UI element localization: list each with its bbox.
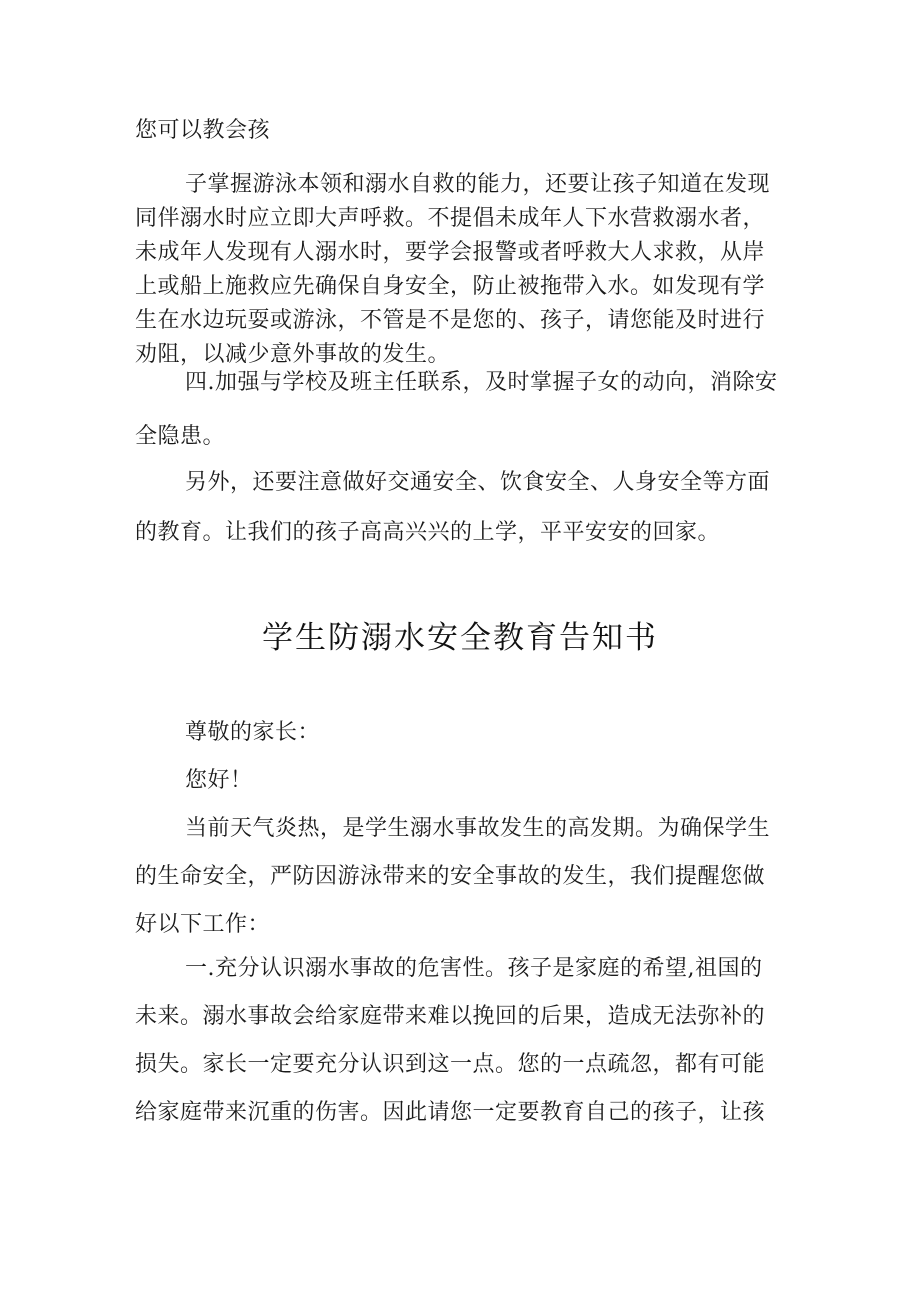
text-line: 的教育。让我们的孩子高高兴兴的上学，平平安安的回家。	[135, 520, 721, 545]
text-line: 当前天气炎热，是学生溺水事故发生的高发期。为确保学生	[185, 816, 771, 841]
greeting	[135, 764, 795, 798]
text-line: 给家庭带来沉重的伤害。因此请您一定要教育自己的孩子，让孩	[135, 1100, 766, 1125]
text-line: 劝阻，以减少意外事故的发生。	[135, 342, 451, 367]
text-line: 好以下工作：	[135, 912, 271, 937]
text-line: 未成年人发现有人溺水时，要学会报警或者呼救大人求救，从岸	[135, 240, 766, 265]
paragraph-other-safety	[135, 466, 795, 550]
text-line: 的生命安全，严防因游泳带来的安全事故的发生，我们提醒您做	[135, 864, 766, 889]
paragraph-intro	[135, 812, 795, 942]
text-line: 您可以教会孩	[135, 118, 271, 143]
continuation-fragment	[135, 114, 795, 148]
text-line: 损失。家长一定要充分认识到这一点。您的一点疏忽，都有可能	[135, 1052, 766, 1077]
text-line: 全隐患。	[135, 424, 226, 449]
text-line: 您好！	[185, 768, 253, 793]
text-line: 一.充分认识溺水事故的危害性。孩子是家庭的希望,祖国的	[185, 956, 763, 981]
salutation	[135, 716, 795, 750]
text-line: 同伴溺水时应立即大声呼救。不提倡未成年人下水营救溺水者，	[135, 206, 766, 231]
text-line: 另外，还要注意做好交通安全、饮食安全、人身安全等方面	[185, 470, 771, 495]
text-line: 四.加强与学校及班主任联系，及时掌握子女的动向，消除安	[185, 370, 778, 395]
document-title: 学生防溺水安全教育告知书	[262, 620, 658, 656]
text-line: 上或船上施救应先确保自身安全，防止被拖带入水。如发现有学	[135, 274, 766, 299]
text-line: 未来。溺水事故会给家庭带来难以挽回的后果，造成无法弥补的	[135, 1004, 766, 1029]
paragraph-point-one	[135, 952, 795, 1130]
text-line: 生在水边玩耍或游泳，不管是不是您的、孩子，请您能及时进行	[135, 308, 766, 333]
text-line: 尊敬的家长：	[185, 720, 321, 745]
paragraph-swimming-rescue	[135, 168, 795, 372]
text-line: 子掌握游泳本领和溺水自救的能力，还要让孩子知道在发现	[185, 172, 771, 197]
paragraph-school-contact	[135, 366, 795, 454]
